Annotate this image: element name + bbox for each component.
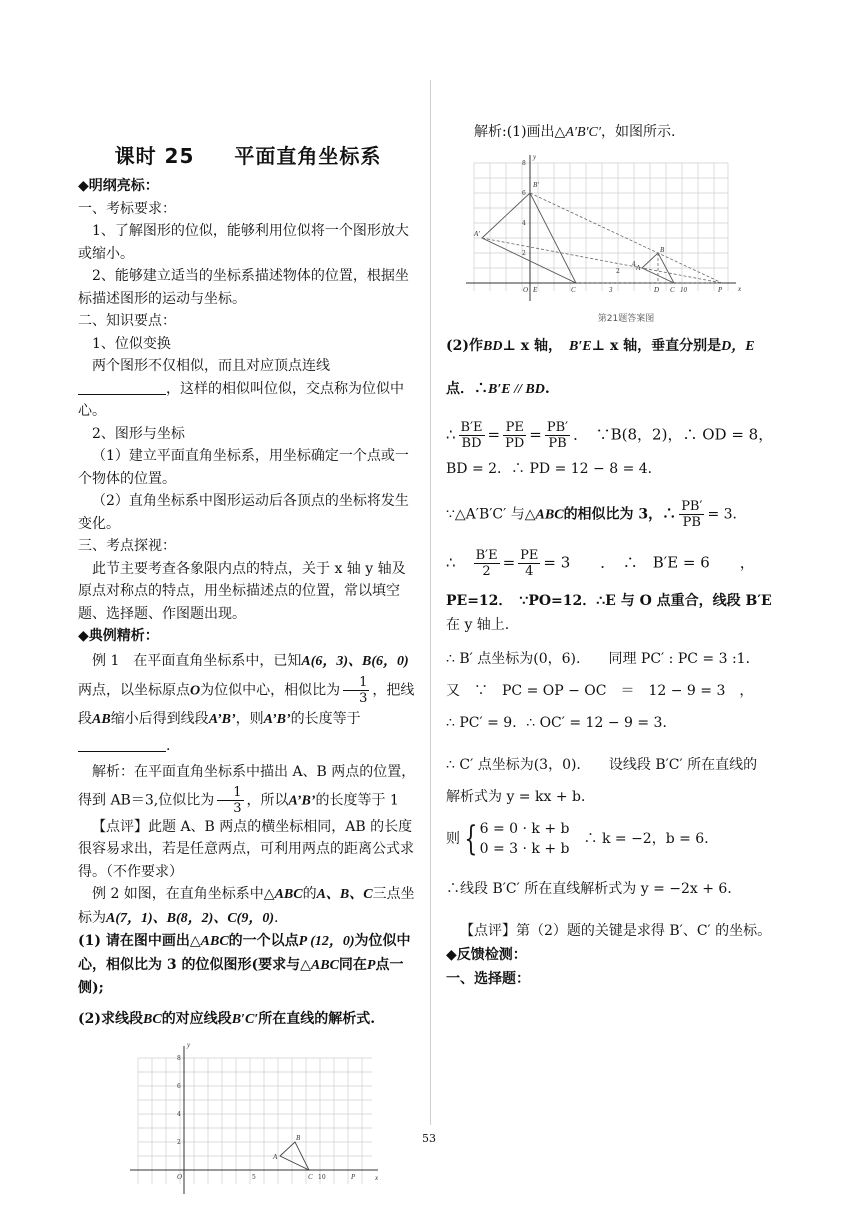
solution-2-step12: ∴ C′ 点坐标为(3，0). 设线段 B′C′ 所在直线的 — [446, 757, 758, 773]
fig1-tick-2: 2 — [522, 250, 526, 257]
knowledge-2-title: 2、图形与坐标 — [92, 425, 185, 442]
solution-2-step7: PE=12． ∵PO=12．∴E 与 O 点重合，线段 B′E — [446, 593, 772, 609]
requirement-1: 1、了解图形的位似，能够利用位似将一个图形放大或缩小。 — [78, 223, 409, 262]
fig1-point-c-prime: C — [571, 286, 576, 294]
solution-2-step13: 解析式为 y = kx + b． — [446, 789, 595, 805]
examples-heading: ◆典例精析： — [78, 628, 159, 644]
example-1: 例 1 在平面直角坐标系中，已知A(6，3)、B(6，0)两点，以坐标原点O为位似中心，相似比为 $\frac{1}{3}$ ，把线段AB缩小后得到线段A’B’，则A’B’的长度等于. — [78, 652, 415, 754]
knowledge-1-text: 两个图形不仅相似，而且对应顶点连线 ，这样的相似叫位似，交点称为位似中心。 — [78, 358, 404, 419]
fig2-tick-2: 2 — [177, 1139, 181, 1146]
ratio-fraction-2: $\frac{1}{3}$ — [217, 785, 243, 816]
solution-2-step2: 点．∴B′E // BD. — [446, 381, 550, 397]
fig1-y-label: y — [533, 153, 537, 161]
solution-2-step10: 又 ∵ PC = OP − OC ＝ 12 − 9 = 3 ， — [446, 683, 754, 699]
page-title — [78, 140, 418, 169]
solution-2-step9: ∴ B′ 点坐标为(0，6). 同理 PC′ : PC = 3 :1． — [446, 651, 760, 667]
fig1-origin-label: O — [523, 286, 529, 294]
fig1-point-a-prime: A′ — [474, 230, 480, 238]
fig1-tick-4: 4 — [522, 220, 526, 227]
solution-2-step8: 在 y 轴上. — [446, 617, 510, 633]
fig1-tick-3: 3 — [609, 286, 613, 294]
solution-2-step6: ∴ $\frac{B'E}{2}$ = $\frac{PE}{4}$ = 3 ． ∴ B′E = 6 ， — [446, 548, 755, 579]
ratio-fraction: $\frac{1}{3}$ — [343, 675, 369, 706]
solution-2-result: ∴线段 B′C′ 所在直线解析式为 y = −2x + 6． — [446, 881, 742, 897]
fig2-y-label: y — [187, 1041, 191, 1049]
column-divider — [430, 80, 431, 1125]
page-number: 53 — [422, 1132, 436, 1145]
fig1-point-p: P — [718, 286, 723, 294]
fig2-origin-label: O — [177, 1173, 183, 1181]
fig1-point-a: A — [636, 264, 641, 272]
feedback-heading: ◆反馈检测： — [446, 947, 527, 963]
answer-grid-figure — [466, 153, 746, 303]
fig1-tick-6: 6 — [522, 190, 526, 197]
right-column — [446, 120, 786, 991]
fig1-x-label: x — [738, 285, 742, 293]
fig1-tick-4-right: 4 — [632, 261, 636, 268]
knowledge-2-2: （2）直角坐标系中图形运动后各顶点的坐标将发生变化。 — [78, 493, 409, 532]
section-knowledge: 二、知识要点： — [78, 313, 176, 329]
knowledge-1-title: 1、位似变换 — [92, 335, 171, 352]
fig2-point-a: A — [273, 1153, 278, 1161]
solution-2-step5: ∵△A′B′C′ 与△ABC的相似比为 3，∴ $\frac{PB'}{PB}$ = 3． — [446, 499, 747, 530]
fig1-point-c: C — [670, 286, 675, 294]
question-1: (1) 请在图中画出△ABC的一个以点P (12，0)为位似中心，相似比为 3 的位似图形(要求与△ABC同在P点一侧); — [78, 933, 411, 996]
fig2-tick-6: 6 — [177, 1083, 181, 1090]
fig2-tick-10: 10 — [318, 1174, 326, 1181]
section-exam-points: 三、考点探视： — [78, 538, 176, 554]
exam-points-text: 此节主要考查各象限内点的特点，关于 x 轴 y 轴及原点对称点的特点，用坐标描述点的位置，常以填空题、选择题、作图题出现。 — [78, 560, 406, 622]
requirement-2: 2、能够建立适当的坐标系描述物体的位置，根据坐标描述图形的运动与坐标。 — [78, 268, 409, 307]
fig2-tick-5: 5 — [252, 1174, 256, 1181]
question-figure — [130, 1038, 382, 1202]
solution-2-step4: BD = 2．∴ PD = 12 − 8 = 4． — [446, 461, 662, 477]
fig2-tick-4: 4 — [177, 1111, 181, 1118]
lesson-number: 课时 25 — [114, 144, 195, 168]
solution-2-part1: 解析:(1)画出△A′B′C′，如图所示. — [474, 124, 676, 140]
solution-2-step11: ∴ PC′ = 9．∴ OC′ = 12 − 9 = 3． — [446, 715, 677, 731]
fig1-point-b: B — [660, 246, 665, 254]
coordinate-grid-figure — [130, 1038, 382, 1198]
section-requirements: 一、考标要求： — [78, 200, 176, 217]
fig1-tick-2-right: 2 — [616, 268, 620, 275]
fig1-point-b-prime: B′ — [533, 181, 539, 189]
left-column — [78, 140, 418, 1031]
review-2: 【点评】第（2）题的关键是求得 B′、C′ 的坐标。 — [460, 923, 772, 939]
solution-1: 解析：在平面直角坐标系中描出 A、B 两点的位置，得到 AB＝3,位似比为 $\frac{1}{3}$ ，所以A’B’的长度等于 1 — [78, 763, 416, 816]
figure-caption: 第21题答案图 — [597, 314, 655, 324]
example-2: 例 2 如图，在直角坐标系中△ABC的A、B、C三点坐标为A(7，1)、B(8，2)、C(9，0). — [78, 886, 415, 926]
solution-2-system: 则 { 6 = 0 · k + b 0 = 3 · k + b ∴ k = −2，b = 6． — [446, 819, 719, 859]
choice-section: 一、选择题： — [446, 971, 530, 987]
fig2-point-b: B — [296, 1134, 301, 1142]
answer-figure — [466, 153, 786, 324]
fig1-point-d: D — [654, 286, 660, 294]
fig2-point-p: P — [351, 1173, 356, 1181]
outline-heading: ◆明纲亮标： — [78, 178, 159, 194]
fig2-x-label: x — [375, 1174, 379, 1182]
solution-2-step1: (2)作BD⊥ x 轴， B′E⊥ x 轴，垂直分别是D，E — [446, 338, 755, 354]
fig1-point-e: E — [533, 286, 538, 294]
fig1-tick-8: 8 — [522, 160, 526, 167]
lesson-name: 平面直角坐标系 — [234, 144, 382, 168]
review-1: 【点评】此题 A、B 两点的横坐标相同，AB 的长度很容易求出，若是任意两点，可利用两点的距离公式求得。（不作要求） — [78, 818, 414, 880]
knowledge-2-1: （1）建立平面直角坐标系，用坐标确定一个点或一个物体的位置。 — [78, 448, 409, 487]
solution-2-step3: ∴ $\frac{B'E}{BD}$ = $\frac{PE}{PD}$ = $\frac{PB'}{PB}$ ． ∵B(8，2)，∴ OD = 8， — [446, 420, 774, 451]
question-2: (2)求线段BC的对应线段B′C′所在直线的解析式. — [78, 1010, 376, 1027]
fig2-tick-8: 8 — [177, 1055, 181, 1062]
fig2-point-c: C — [308, 1173, 313, 1181]
fig1-tick-10: 10 — [680, 286, 687, 294]
